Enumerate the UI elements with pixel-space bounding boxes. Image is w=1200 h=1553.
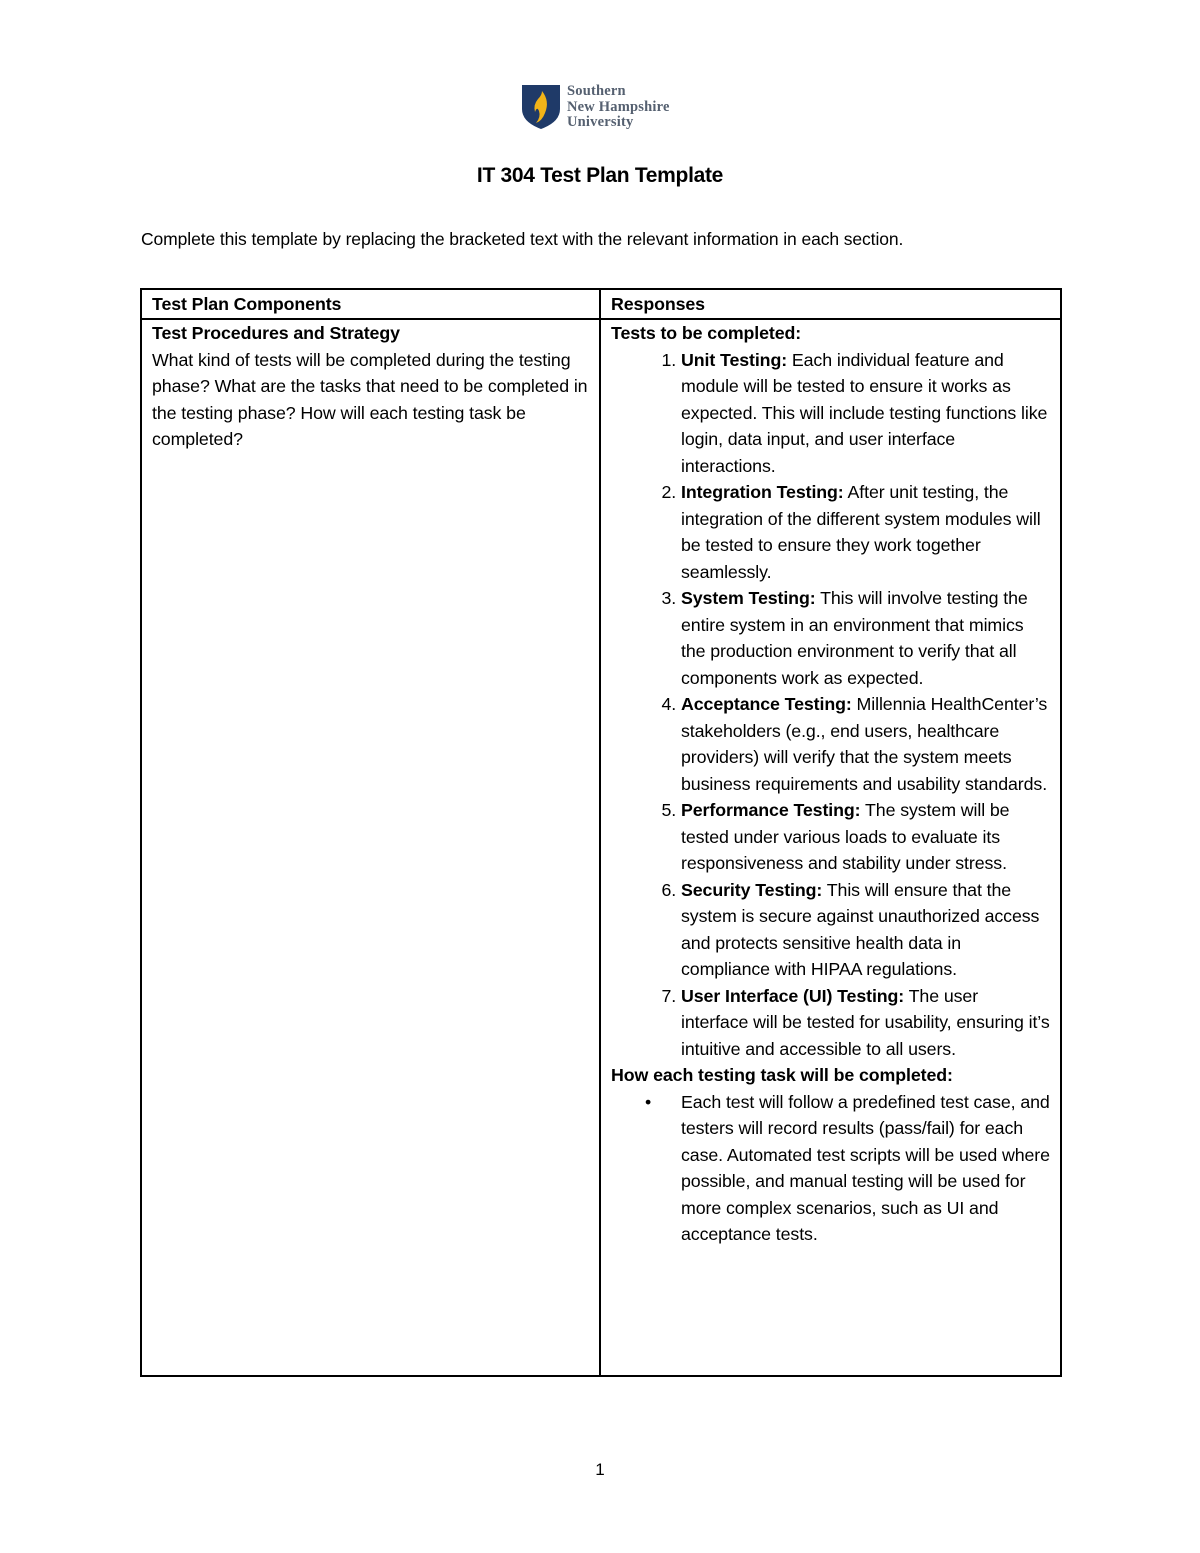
test-desc: This will involve testing the entire system in an environment that mimics the production environment to verify that all components work as expected. [681,588,1028,688]
test-name: Performance Testing: [681,800,861,820]
page-number: 1 [595,1460,605,1479]
how-text: Each test will follow a predefined test case, and testers will record results (pass/fail) for each case. Automated test scripts will be used where possible, and manual testing will be used for more complex scenarios, such as UI and acceptance tests. [681,1091,1050,1244]
test-name: System Testing: [681,588,816,608]
test-name: Integration Testing: [681,482,844,502]
how-heading: How each testing task will be completed: [611,1065,953,1085]
header-components: Test Plan Components [141,289,600,319]
document-title: IT 304 Test Plan Template [476,164,724,187]
test-desc: The user interface will be tested for usability, ensuring it’s intuitive and accessible to all users. [681,985,1050,1059]
list-item [681,691,1050,797]
test-desc: Each individual feature and module will be tested to ensure it works as expected. This will include testing functions like login, data input, and user interface interactions. [681,349,1048,476]
test-name: User Interface (UI) Testing: [681,985,905,1006]
test-name: Security Testing: [681,879,823,900]
how-list [611,1089,1050,1248]
list-item [681,585,1050,691]
component-cell [141,319,600,1376]
test-desc: After unit testing, the integration of the different system modules will be tested to ensure they work together seamlessly. [681,482,1041,582]
shield-flame-icon [521,84,561,130]
list-item [681,797,1050,877]
list-item [681,347,1050,480]
bullet-icon: • [645,1091,652,1112]
tests-heading: Tests to be completed: [611,323,802,343]
test-plan-table [140,288,1062,1377]
logo-line-1: Southern [567,83,626,99]
table-header-row [141,289,1061,319]
header-responses: Responses [600,289,1061,319]
component-prompt: What kind of tests will be completed during the testing phase? What are the tasks that need to be completed in the testing phase? How will each testing task be completed? [152,349,588,449]
list-item [681,479,1050,585]
tests-list [611,347,1050,1063]
table-row [141,319,1061,1376]
test-desc: The system will be tested under various loads to evaluate its responsiveness and stability under stress. [681,800,1010,873]
instructions-text: Complete this template by replacing the bracketed text with the relevant information in each section. [141,229,904,249]
test-desc: Millennia HealthCenter’s stakeholders (e.g., end users, healthcare providers) will verify that the system meets business requirements and usability standards. [681,694,1048,794]
test-name: Unit Testing: [681,349,788,370]
list-item [645,1089,1050,1248]
component-title: Test Procedures and Strategy [152,323,400,343]
logo-line-2: New Hampshire [567,98,670,115]
response-cell [600,319,1061,1376]
logo-line-3: University [567,114,634,130]
test-name: Acceptance Testing: [681,694,852,714]
test-desc: This will ensure that the system is secure against unauthorized access and protects sensitive health data in compliance with HIPAA regulations. [681,879,1040,979]
logo-wordmark [567,84,670,131]
list-item [681,983,1050,1063]
university-logo [521,84,691,132]
list-item [681,877,1050,983]
